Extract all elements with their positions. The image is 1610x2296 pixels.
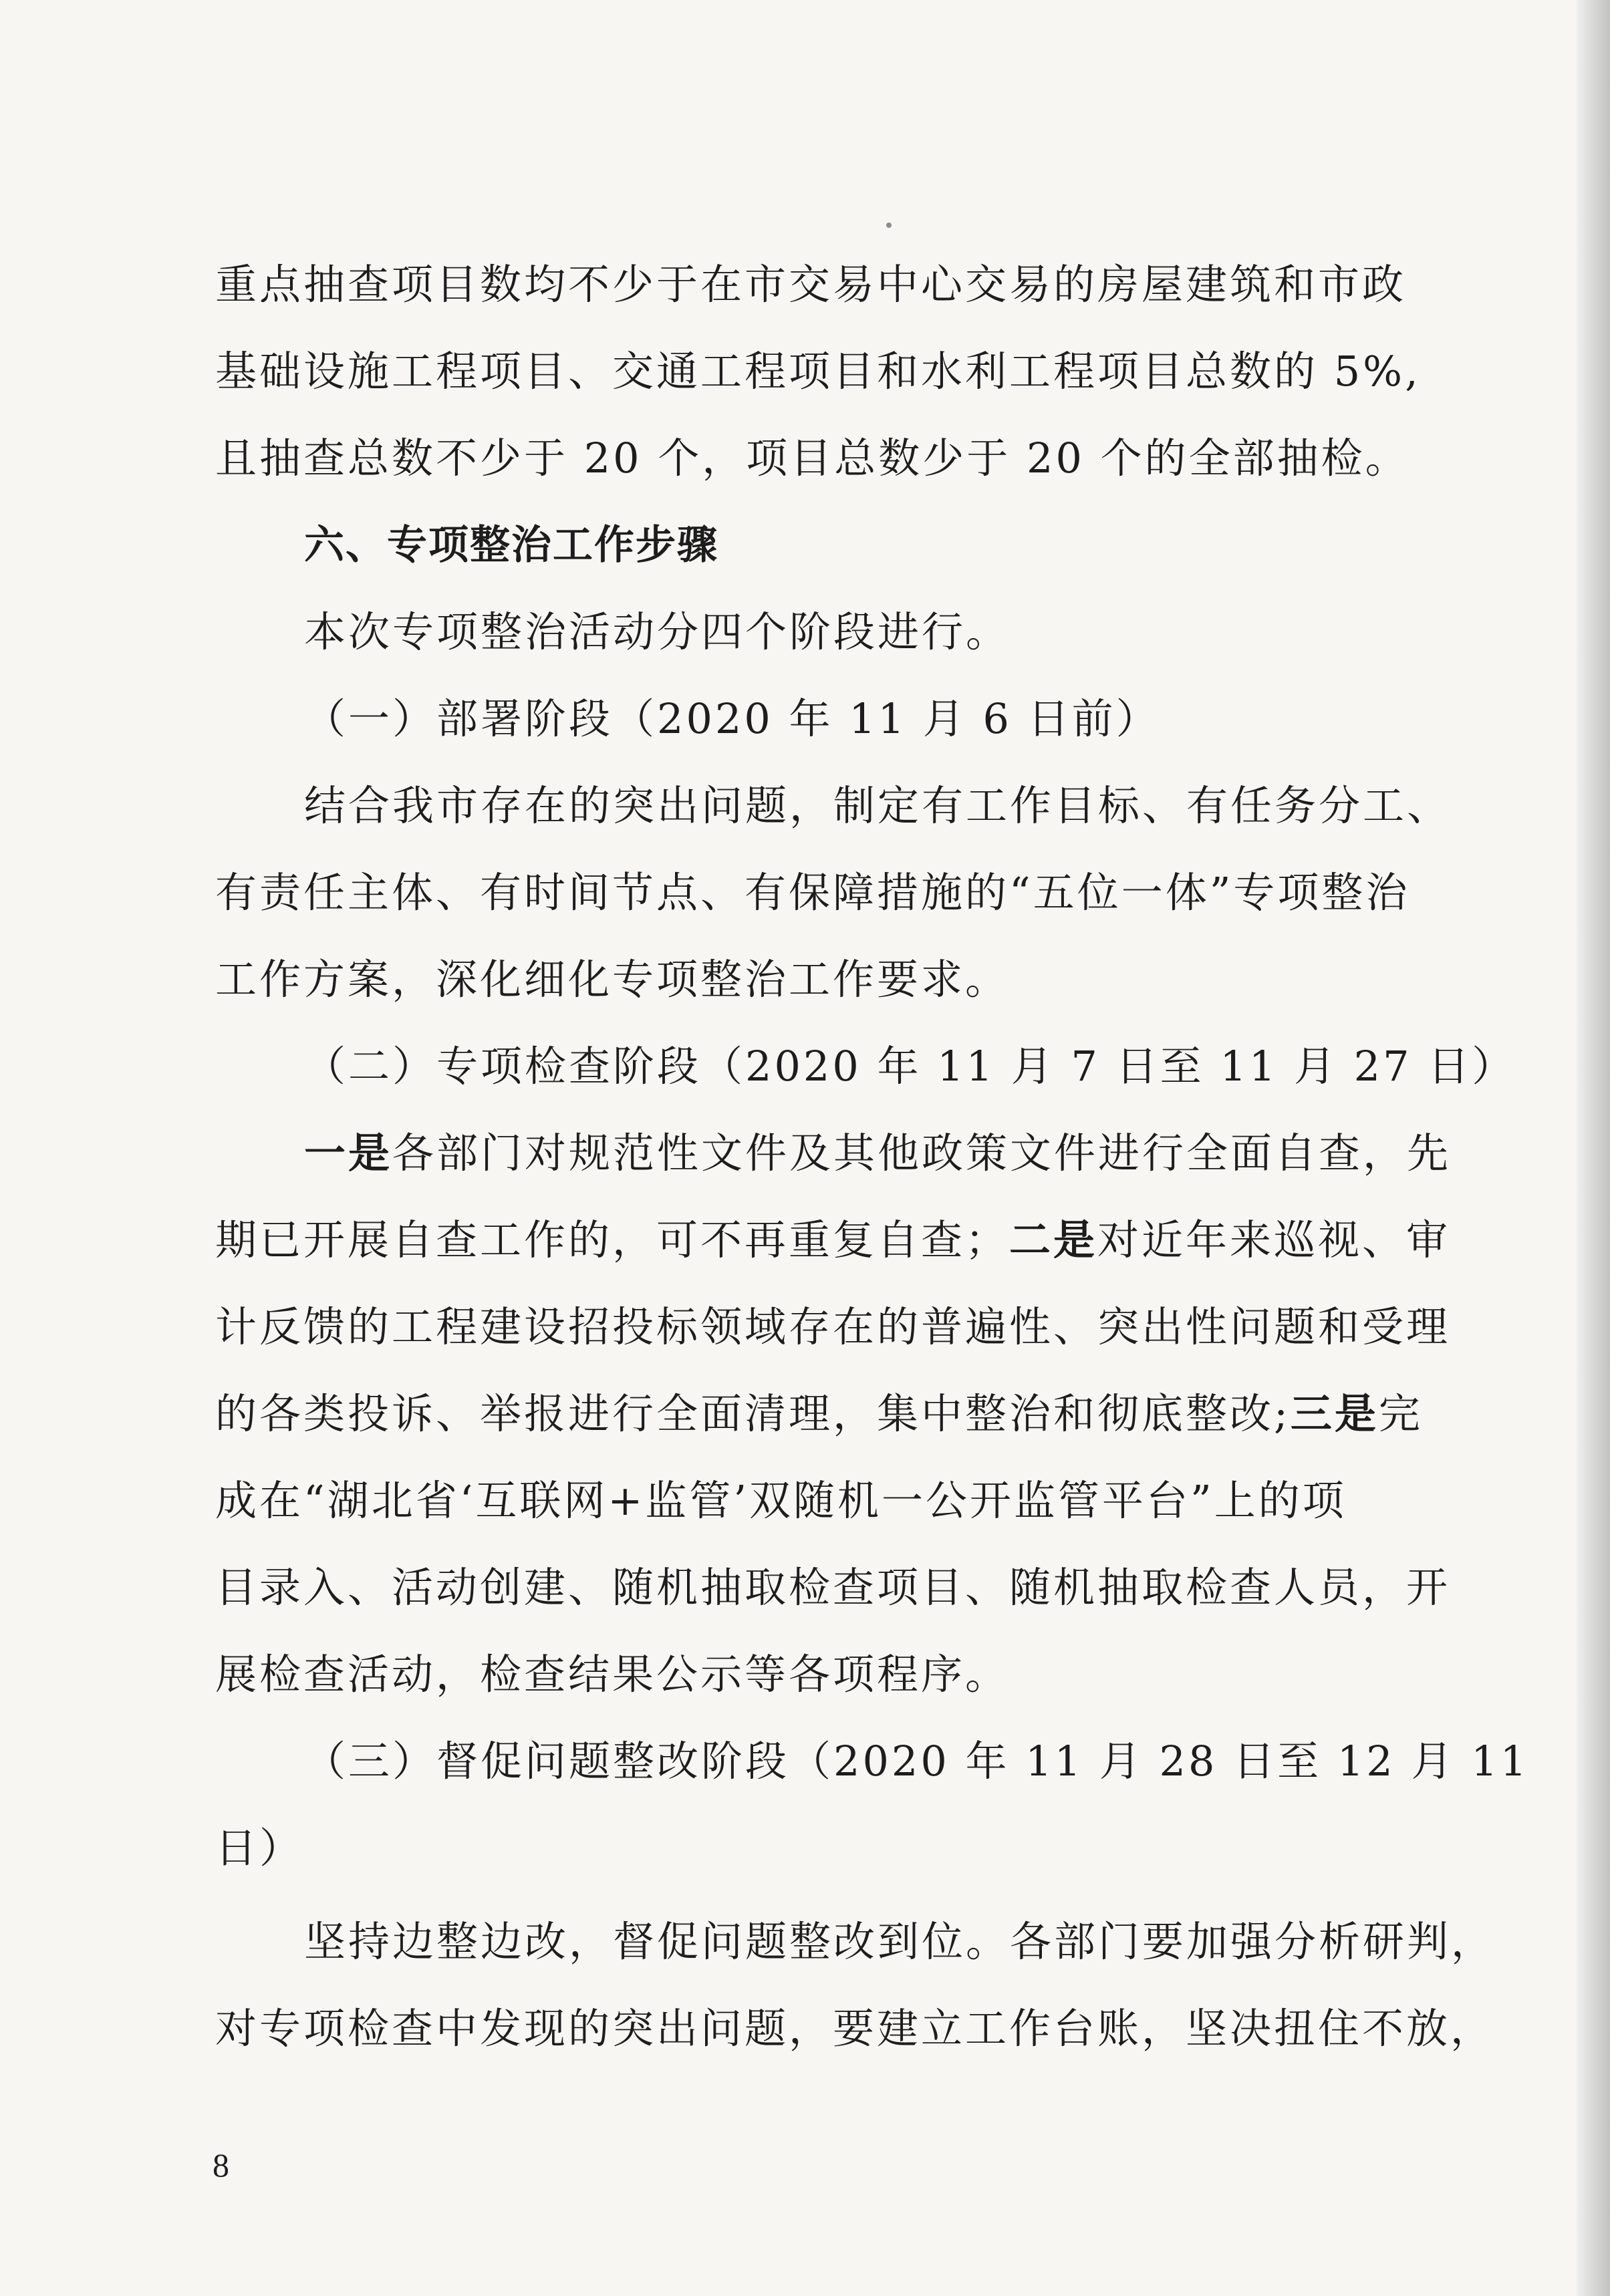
text-line: 对专项检查中发现的突出问题，要建立工作台账，坚决扭住不放， — [215, 2004, 1495, 2053]
text-run: 对近年来巡视、审 — [1097, 1215, 1451, 1264]
emphasis-lead: 二是 — [1009, 1215, 1098, 1264]
text-line: 重点抽查项目数均不少于在市交易中心交易的房屋建筑和市政 — [215, 260, 1407, 309]
subsection-heading: （一）部署阶段（2020 年 11 月 6 日前） — [304, 694, 1160, 743]
text-line: 展检查活动，检查结果公示等各项程序。 — [215, 1650, 1010, 1699]
text-run: 完 — [1378, 1389, 1423, 1438]
page-number: 8 — [213, 2146, 229, 2184]
text-run: 的各类投诉、举报进行全面清理，集中整治和彻底整改; — [215, 1389, 1291, 1438]
text-line: 基础设施工程项目、交通工程项目和水利工程项目总数的 5%, — [215, 347, 1421, 396]
text-line — [215, 1387, 1423, 1441]
scan-edge-shadow — [1577, 0, 1610, 2296]
text-line: 工作方案，深化细化专项整治工作要求。 — [215, 955, 1010, 1004]
text-line: 计反馈的工程建设招投标领域存在的普遍性、突出性问题和受理 — [215, 1302, 1451, 1351]
text-line — [215, 1213, 1450, 1267]
text-run: 各部门对规范性文件及其他政策文件进行全面自查，先 — [392, 1129, 1452, 1177]
text-line: 目录入、活动创建、随机抽取检查项目、随机抽取检查人员，开 — [215, 1563, 1451, 1612]
scan-speck — [886, 223, 892, 228]
text-line: 坚持边整边改，督促问题整改到位。各部门要加强分析研判， — [304, 1917, 1496, 1966]
section-heading: 六、专项整治工作步骤 — [304, 522, 718, 569]
subsection-heading: （三）督促问题整改阶段（2020 年 11 月 28 日至 12 月 11 — [304, 1737, 1530, 1785]
text-line: 有责任主体、有时间节点、有保障措施的“五位一体”专项整治 — [215, 868, 1410, 917]
text-line: 且抽查总数不少于 20 个，项目总数少于 20 个的全部抽检。 — [215, 434, 1410, 482]
text-line: 成在“湖北省‘互联网+监管’双随机一公开监管平台”上的项 — [215, 1476, 1347, 1525]
text-line: 本次专项整治活动分四个阶段进行。 — [304, 607, 1011, 656]
emphasis-lead: 三是 — [1290, 1389, 1379, 1438]
text-run: 期已开展自查工作的，可不再重复自查； — [215, 1215, 1010, 1264]
subsection-heading: （二）专项检查阶段（2020 年 11 月 7 日至 11 月 27 日） — [304, 1042, 1516, 1091]
subsection-heading-continued: 日） — [215, 1824, 304, 1872]
text-line — [304, 1127, 1451, 1180]
text-line: 结合我市存在的突出问题，制定有工作目标、有任务分工、 — [304, 781, 1452, 830]
emphasis-lead: 一是 — [304, 1129, 393, 1177]
